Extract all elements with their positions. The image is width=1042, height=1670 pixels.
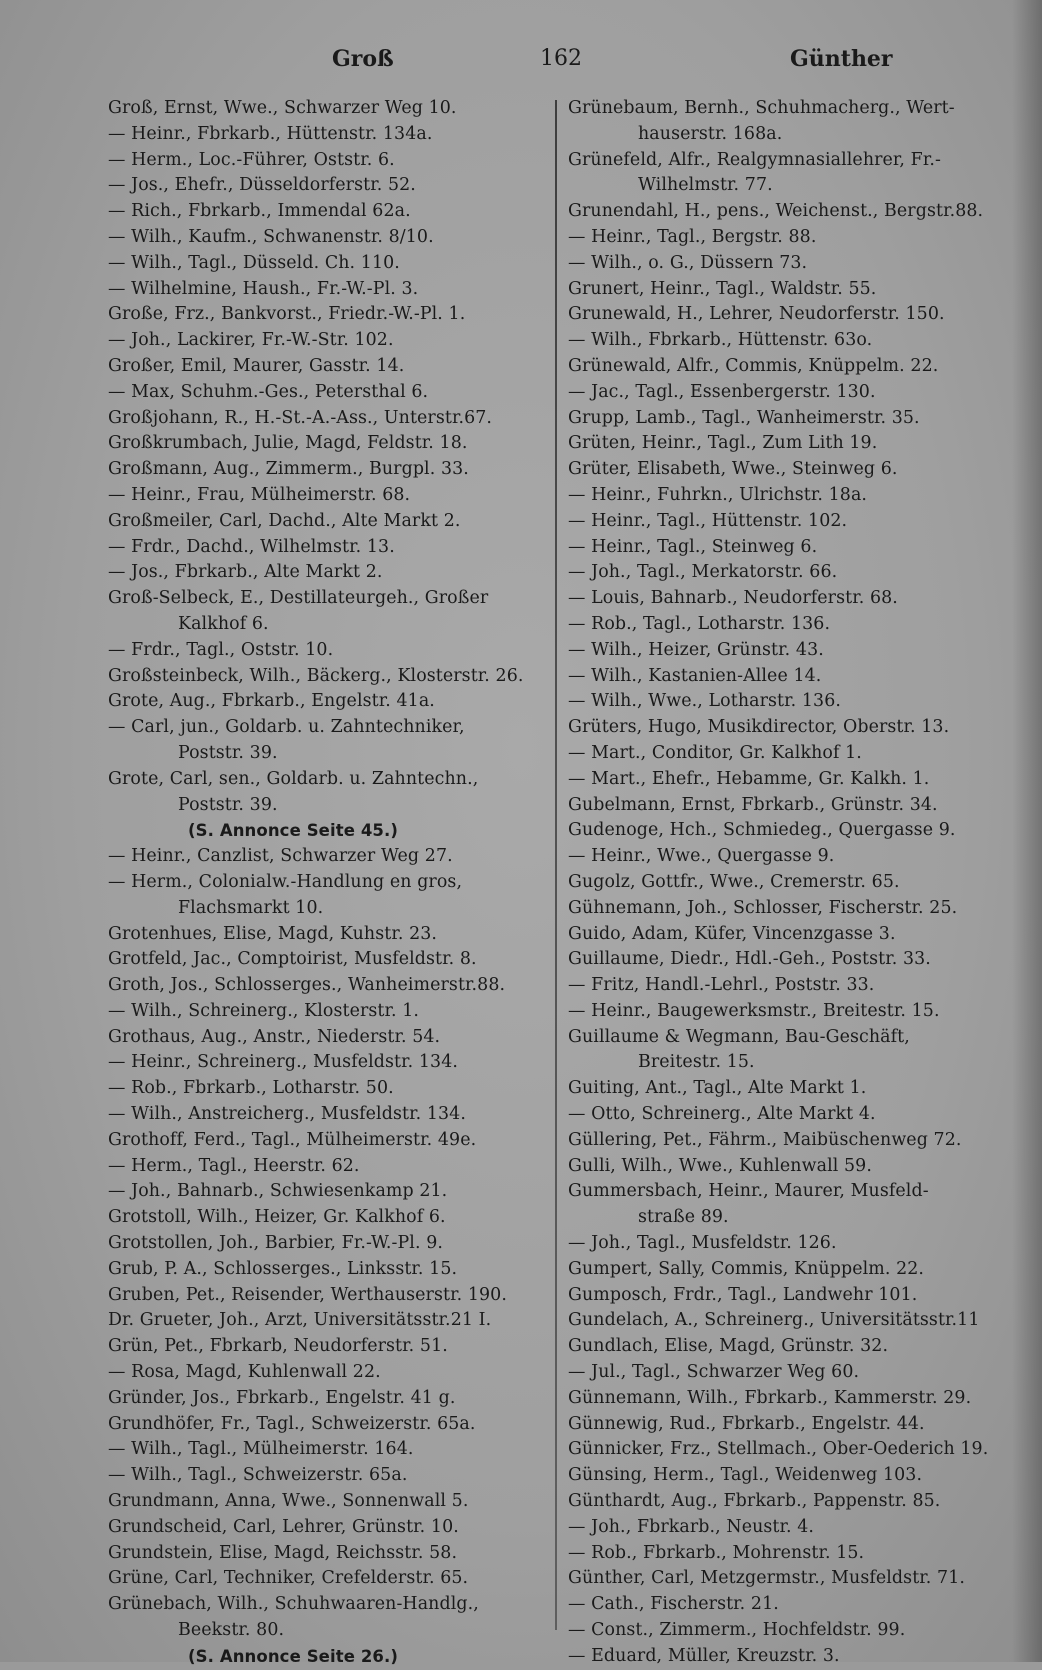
directory-entry: Grundstein, Elise, Magd, Reichsstr. 58. — [108, 1542, 458, 1563]
directory-entry: — Wilh., Anstreicherg., Musfeldstr. 134. — [108, 1104, 466, 1125]
directory-entry: — Wilh., o. G., Düssern 73. — [568, 252, 808, 273]
entry-continuation: Poststr. 39. — [178, 794, 278, 815]
directory-entry: — Jos., Fbrkarb., Alte Markt 2. — [108, 562, 383, 583]
directory-entry: Gühnemann, Joh., Schlosser, Fischerstr. 25. — [568, 897, 958, 918]
directory-entry: Gumposch, Frdr., Tagl., Landwehr 101. — [568, 1284, 918, 1305]
directory-entry: Guiting, Ant., Tagl., Alte Markt 1. — [568, 1078, 867, 1099]
entry-continuation: Poststr. 39. — [178, 742, 278, 763]
entry-continuation: Wilhelmstr. 77. — [638, 175, 773, 196]
directory-entry: — Max, Schuhm.-Ges., Petersthal 6. — [108, 381, 429, 402]
left-column — [108, 96, 543, 1670]
directory-entry: Grünefeld, Alfr., Realgymnasiallehrer, Fr.- — [568, 149, 941, 170]
directory-entry: Gründer, Jos., Fbrkarb., Engelstr. 41 g. — [108, 1387, 456, 1408]
right-column — [568, 96, 1008, 1670]
directory-entry: Grundhöfer, Fr., Tagl., Schweizerstr. 65a. — [108, 1413, 476, 1434]
entry-continuation: Kalkhof 6. — [178, 613, 269, 634]
entry-continuation: Beekstr. 80. — [178, 1620, 285, 1641]
directory-entry: — Wilh., Tagl., Schweizerstr. 65a. — [108, 1465, 408, 1486]
directory-entry: — Heinr., Frau, Mülheimerstr. 68. — [108, 484, 411, 505]
directory-entry: — Heinr., Wwe., Quergasse 9. — [568, 846, 835, 867]
directory-entry: — Jul., Tagl., Schwarzer Weg 60. — [568, 1362, 860, 1383]
directory-entry: Grunewald, H., Lehrer, Neudorferstr. 150. — [568, 304, 945, 325]
directory-entry: Grüter, Elisabeth, Wwe., Steinweg 6. — [568, 459, 898, 480]
directory-entry: — Herm., Loc.-Führer, Oststr. 6. — [108, 149, 395, 170]
directory-entry: Günther, Carl, Metzgermstr., Musfeldstr. 71. — [568, 1568, 965, 1589]
directory-entry: — Jos., Ehefr., Düsseldorferstr. 52. — [108, 175, 416, 196]
directory-entry: Grotstollen, Joh., Barbier, Fr.-W.-Pl. 9. — [108, 1233, 444, 1254]
directory-entry: — Joh., Fbrkarb., Neustr. 4. — [568, 1516, 815, 1537]
directory-entry: Grün, Pet., Fbrkarb, Neudorferstr. 51. — [108, 1336, 448, 1357]
directory-entry: Günnemann, Wilh., Fbrkarb., Kammerstr. 29. — [568, 1387, 972, 1408]
directory-entry: — Rosa, Magd, Kuhlenwall 22. — [108, 1362, 381, 1383]
directory-entry: — Rob., Tagl., Lotharstr. 136. — [568, 613, 831, 634]
directory-entry: — Heinr., Fuhrkn., Ulrichstr. 18a. — [568, 484, 868, 505]
directory-entry: Grupp, Lamb., Tagl., Wanheimerstr. 35. — [568, 407, 920, 428]
directory-entry: Gumpert, Sally, Commis, Knüppelm. 22. — [568, 1258, 925, 1279]
directory-entry: Gubelmann, Ernst, Fbrkarb., Grünstr. 34. — [568, 794, 938, 815]
directory-entry: — Rob., Fbrkarb., Mohrenstr. 15. — [568, 1542, 865, 1563]
directory-entry: Gulli, Wilh., Wwe., Kuhlenwall 59. — [568, 1155, 872, 1176]
page-edge-shadow — [1012, 0, 1042, 1662]
directory-entry: — Eduard, Müller, Kreuzstr. 3. — [568, 1645, 840, 1666]
directory-entry: — Joh., Tagl., Merkatorstr. 66. — [568, 562, 838, 583]
directory-entry: Großsteinbeck, Wilh., Bäckerg., Klosterstr. 26. — [108, 665, 524, 686]
directory-entry: Grub, P. A., Schlosserges., Linksstr. 15. — [108, 1258, 458, 1279]
directory-entry: — Joh., Lackirer, Fr.-W.-Str. 102. — [108, 330, 394, 351]
directory-entry: — Wilh., Wwe., Lotharstr. 136. — [568, 691, 842, 712]
directory-entry: Grundscheid, Carl, Lehrer, Grünstr. 10. — [108, 1516, 459, 1537]
directory-entry: Guido, Adam, Küfer, Vincenzgasse 3. — [568, 923, 896, 944]
directory-entry: Dr. Grueter, Joh., Arzt, Universitätsstr.21 I. — [108, 1310, 492, 1331]
directory-entry: Günnewig, Rud., Fbrkarb., Engelstr. 44. — [568, 1413, 925, 1434]
directory-entry: Günthardt, Aug., Fbrkarb., Pappenstr. 85. — [568, 1491, 941, 1512]
directory-entry: — Heinr., Tagl., Bergstr. 88. — [568, 226, 817, 247]
page-header — [110, 46, 990, 80]
directory-entry: — Herm., Tagl., Heerstr. 62. — [108, 1155, 360, 1176]
directory-entry: — Carl, jun., Goldarb. u. Zahntechniker, — [108, 717, 465, 738]
page-number: 162 — [540, 46, 582, 71]
directory-entry: — Heinr., Tagl., Hüttenstr. 102. — [568, 510, 848, 531]
directory-entry: — Wilh., Fbrkarb., Hüttenstr. 63o. — [568, 330, 873, 351]
directory-entry: Grünebach, Wilh., Schuhwaaren-Handlg., — [108, 1594, 479, 1615]
directory-entry: — Rob., Fbrkarb., Lotharstr. 50. — [108, 1078, 394, 1099]
directory-entry: — Herm., Colonialw.-Handlung en gros, — [108, 871, 463, 892]
annonce-reference: (S. Annonce Seite 45.) — [188, 821, 399, 841]
directory-entry: Großmann, Aug., Zimmerm., Burgpl. 33. — [108, 459, 469, 480]
directory-entry: Grote, Aug., Fbrkarb., Engelstr. 41a. — [108, 691, 435, 712]
directory-entry: — Otto, Schreinerg., Alte Markt 4. — [568, 1104, 876, 1125]
directory-entry: Große, Frz., Bankvorst., Friedr.-W.-Pl. 1. — [108, 304, 466, 325]
directory-entry: — Wilh., Tagl., Mülheimerstr. 164. — [108, 1439, 414, 1460]
directory-entry: Grunendahl, H., pens., Weichenst., Bergstr.88. — [568, 201, 984, 222]
directory-entry: — Fritz, Handl.-Lehrl., Poststr. 33. — [568, 975, 875, 996]
directory-entry: — Joh., Bahnarb., Schwiesenkamp 21. — [108, 1181, 448, 1202]
directory-entry: — Rich., Fbrkarb., Immendal 62a. — [108, 201, 411, 222]
directory-entry: Grothaus, Aug., Anstr., Niederstr. 54. — [108, 1026, 441, 1047]
entry-continuation: Flachsmarkt 10. — [178, 897, 324, 918]
directory-entry: — Const., Zimmerm., Hochfeldstr. 99. — [568, 1620, 906, 1641]
directory-entry: — Wilhelmine, Haush., Fr.-W.-Pl. 3. — [108, 278, 419, 299]
directory-entry: Guillaume, Diedr., Hdl.-Geh., Poststr. 33. — [568, 949, 931, 970]
directory-entry: — Heinr., Fbrkarb., Hüttenstr. 134a. — [108, 123, 433, 144]
directory-entry: Groß, Ernst, Wwe., Schwarzer Weg 10. — [108, 98, 457, 118]
directory-entry: Großjohann, R., H.-St.-A.-Ass., Unterstr.67. — [108, 407, 493, 428]
column-divider — [555, 100, 557, 1630]
directory-entry: Grotstoll, Wilh., Heizer, Gr. Kalkhof 6. — [108, 1207, 446, 1228]
directory-entry: — Frdr., Tagl., Oststr. 10. — [108, 639, 334, 660]
directory-entry: Guillaume & Wegmann, Bau-Geschäft, — [568, 1026, 910, 1047]
directory-entry: Gruben, Pet., Reisender, Werthauserstr. 190. — [108, 1284, 507, 1305]
directory-entry: Grünewald, Alfr., Commis, Knüppelm. 22. — [568, 355, 939, 376]
directory-entry: Gugolz, Gottfr., Wwe., Cremerstr. 65. — [568, 871, 900, 892]
directory-entry: Gudenoge, Hch., Schmiedeg., Quergasse 9. — [568, 820, 956, 841]
directory-entry: Grüten, Heinr., Tagl., Zum Lith 19. — [568, 433, 878, 454]
directory-entry: — Mart., Conditor, Gr. Kalkhof 1. — [568, 742, 862, 763]
directory-entry: — Wilh., Kaufm., Schwanenstr. 8/10. — [108, 226, 434, 247]
directory-entry: Grothoff, Ferd., Tagl., Mülheimerstr. 49e. — [108, 1129, 477, 1150]
entry-continuation: straße 89. — [638, 1207, 729, 1228]
entry-continuation: Breitestr. 15. — [638, 1052, 755, 1073]
directory-entry: — Heinr., Baugewerksmstr., Breitestr. 15. — [568, 1000, 940, 1021]
directory-entry: — Joh., Tagl., Musfeldstr. 126. — [568, 1233, 837, 1254]
directory-entry: — Wilh., Kastanien-Allee 14. — [568, 665, 822, 686]
directory-entry: Grunert, Heinr., Tagl., Waldstr. 55. — [568, 278, 877, 299]
directory-entry: Gummersbach, Heinr., Maurer, Musfeld- — [568, 1181, 929, 1202]
header-left-keyword: Groß — [332, 46, 394, 72]
directory-entry: Großkrumbach, Julie, Magd, Feldstr. 18. — [108, 433, 468, 454]
directory-entry: Günsing, Herm., Tagl., Weidenweg 103. — [568, 1465, 923, 1486]
header-right-keyword: Günther — [790, 46, 893, 72]
directory-entry: Günnicker, Frz., Stellmach., Ober-Oederich 19. — [568, 1439, 989, 1460]
directory-entry: Großmeiler, Carl, Dachd., Alte Markt 2. — [108, 510, 461, 531]
directory-entry: Gundlach, Elise, Magd, Grünstr. 32. — [568, 1336, 889, 1357]
directory-entry: Groth, Jos., Schlosserges., Wanheimerstr.88. — [108, 975, 506, 996]
entry-continuation: hauserstr. 168a. — [638, 123, 783, 144]
directory-entry: — Wilh., Heizer, Grünstr. 43. — [568, 639, 824, 660]
directory-entry: — Wilh., Tagl., Düsseld. Ch. 110. — [108, 252, 400, 273]
directory-entry: Großer, Emil, Maurer, Gasstr. 14. — [108, 355, 405, 376]
directory-entry: Grote, Carl, sen., Goldarb. u. Zahntechn., — [108, 768, 479, 789]
directory-entry: Grüne, Carl, Techniker, Crefelderstr. 65. — [108, 1568, 469, 1589]
directory-entry: — Wilh., Schreinerg., Klosterstr. 1. — [108, 1000, 420, 1021]
directory-entry: — Cath., Fischerstr. 21. — [568, 1594, 779, 1615]
directory-entry: — Mart., Ehefr., Hebamme, Gr. Kalkh. 1. — [568, 768, 930, 789]
directory-entry: — Heinr., Canzlist, Schwarzer Weg 27. — [108, 846, 453, 867]
directory-entry: Güllering, Pet., Fährm., Maibüschenweg 72. — [568, 1129, 962, 1150]
directory-entry: Groß-Selbeck, E., Destillateurgeh., Großer — [108, 588, 489, 609]
annonce-reference: (S. Annonce Seite 26.) — [188, 1646, 399, 1666]
directory-entry: — Heinr., Tagl., Steinweg 6. — [568, 536, 818, 557]
directory-entry: — Heinr., Schreinerg., Musfeldstr. 134. — [108, 1052, 459, 1073]
directory-entry: Gundelach, A., Schreinerg., Universitätsstr.11 — [568, 1310, 980, 1331]
directory-entry: — Jac., Tagl., Essenbergerstr. 130. — [568, 381, 876, 402]
directory-entry: Grotenhues, Elise, Magd, Kuhstr. 23. — [108, 923, 438, 944]
directory-entry: Grundmann, Anna, Wwe., Sonnenwall 5. — [108, 1491, 469, 1512]
directory-entry: Grüters, Hugo, Musikdirector, Oberstr. 13. — [568, 717, 950, 738]
directory-entry: Grotfeld, Jac., Comptoirist, Musfeldstr. 8. — [108, 949, 477, 970]
directory-entry: Grünebaum, Bernh., Schuhmacherg., Wert- — [568, 98, 955, 118]
directory-entry: — Louis, Bahnarb., Neudorferstr. 68. — [568, 588, 898, 609]
directory-entry: — Frdr., Dachd., Wilhelmstr. 13. — [108, 536, 395, 557]
